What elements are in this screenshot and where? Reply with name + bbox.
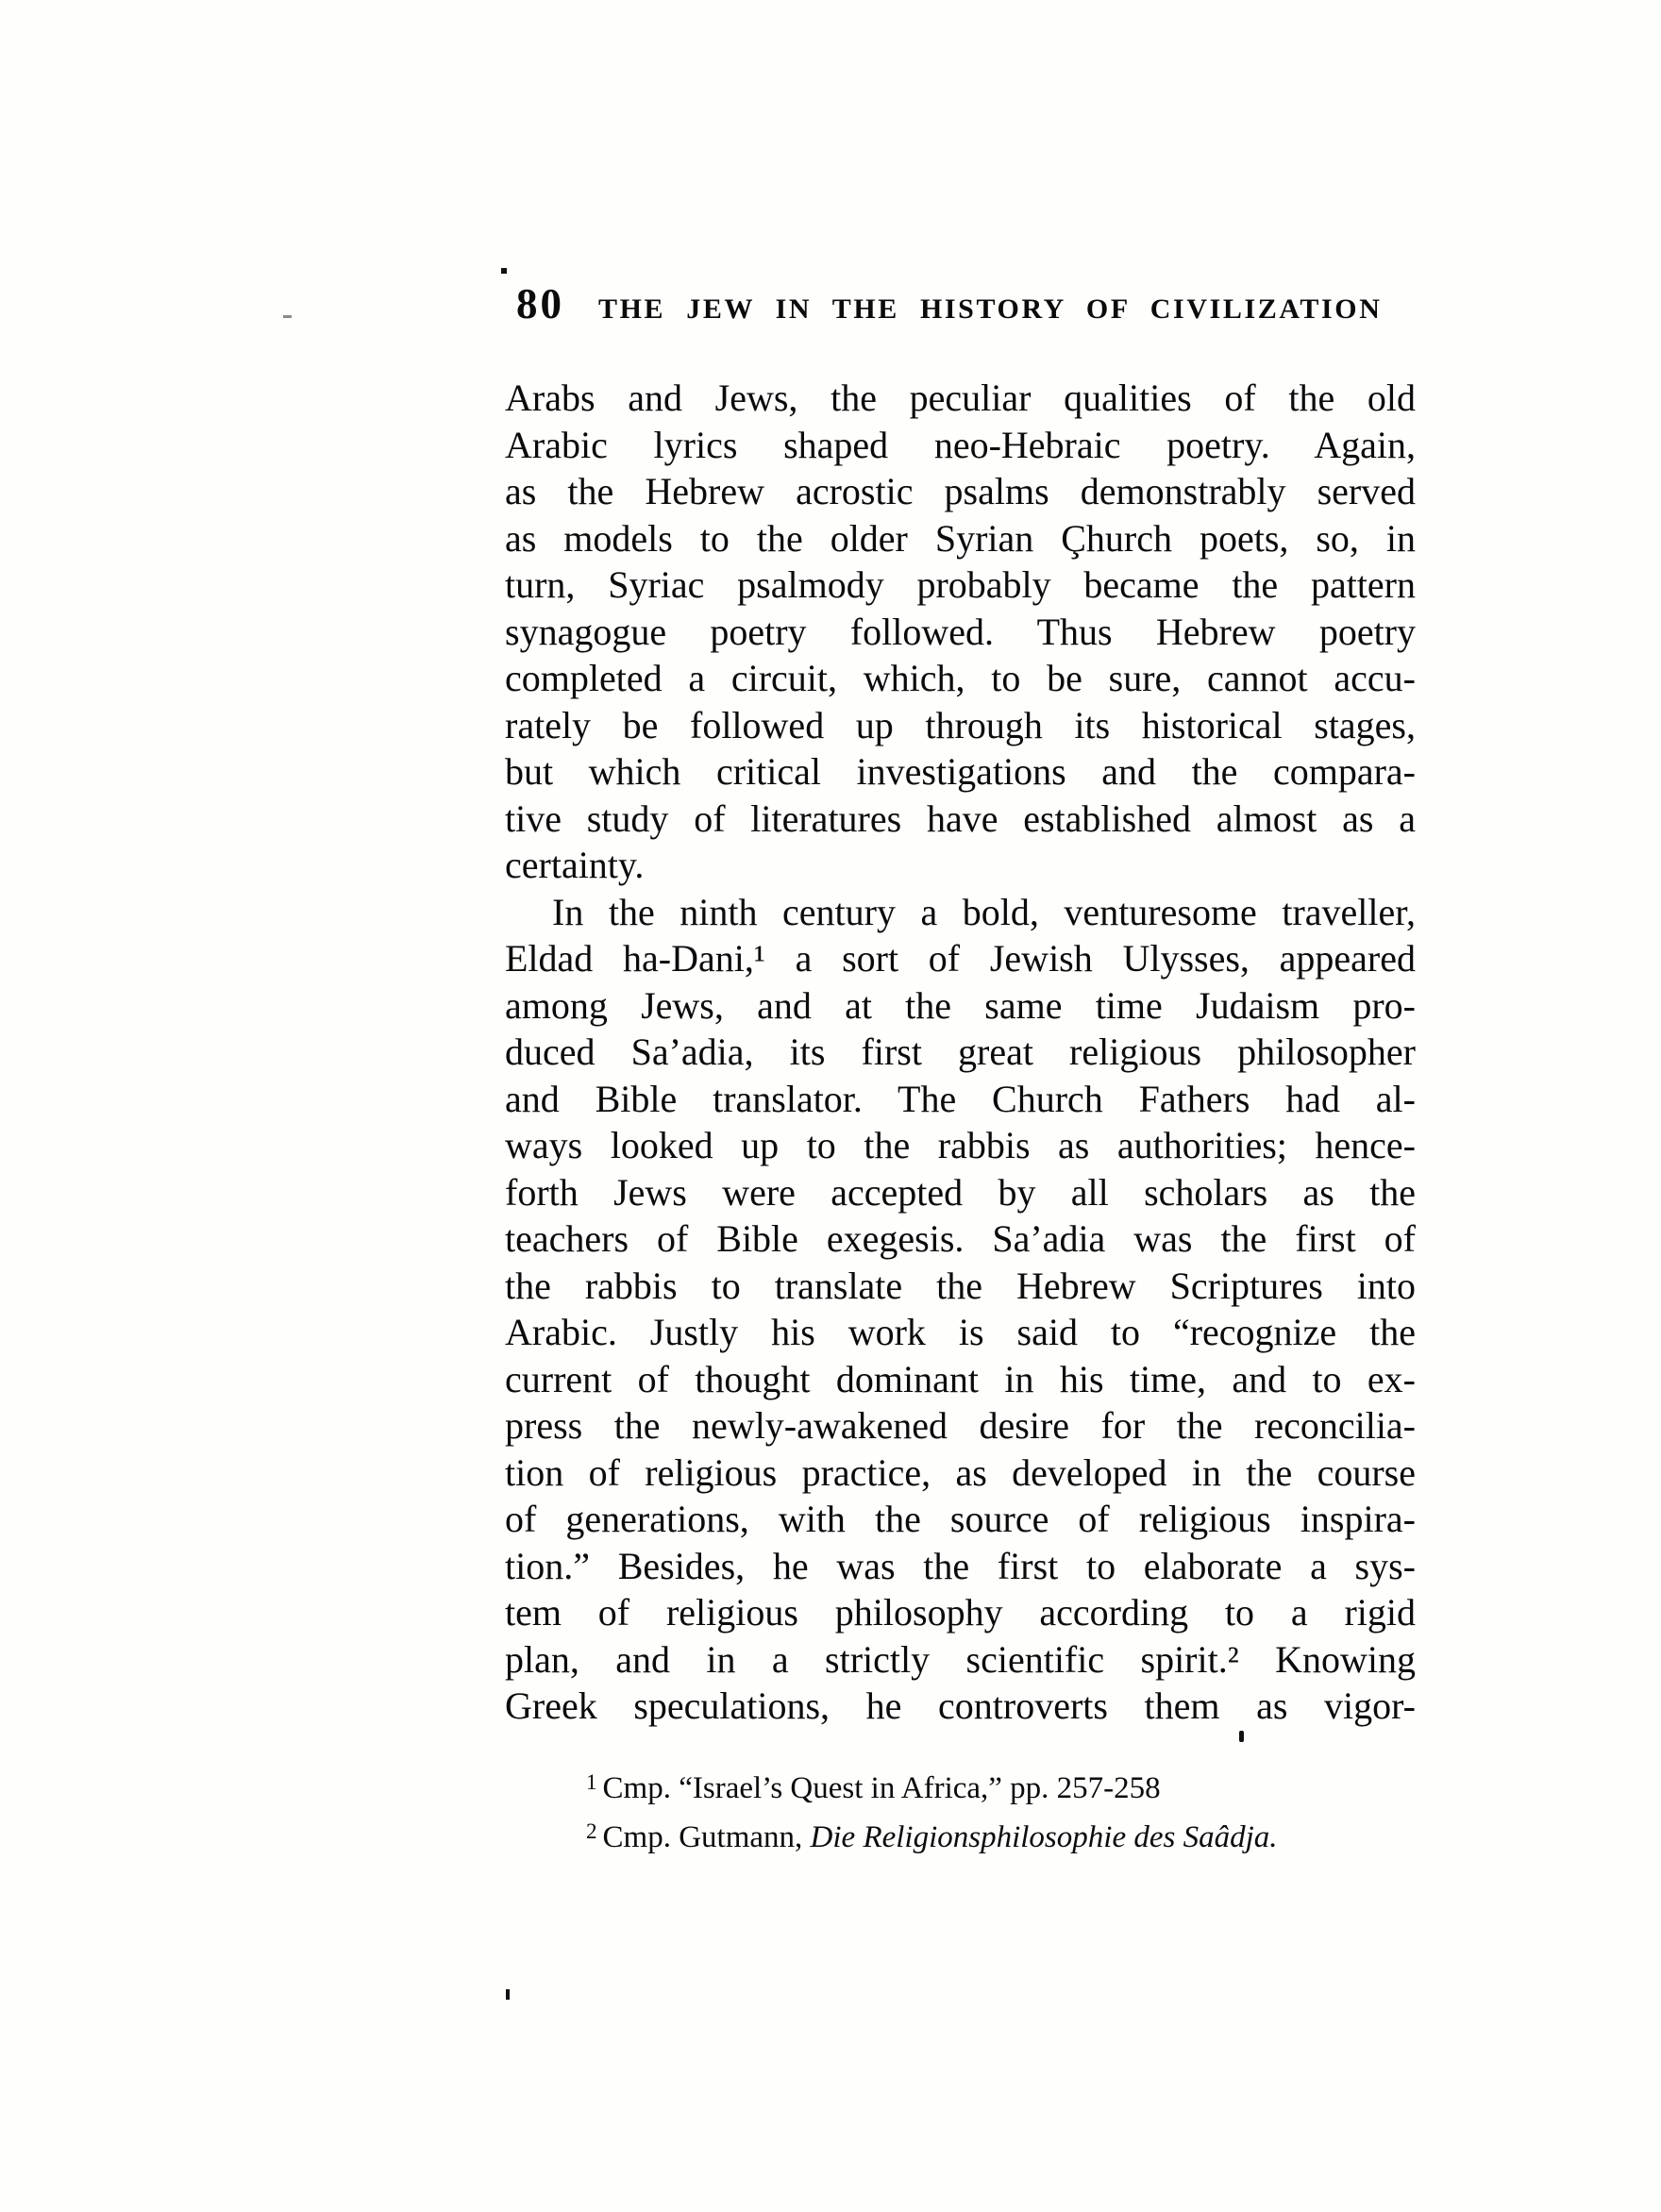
text-line: forth Jews were accepted by all scholars as the <box>505 1170 1416 1214</box>
text-line: Arabic. Justly his work is said to “recognize the <box>505 1311 1416 1353</box>
footnote-text: Cmp. Gutmann, <box>602 1820 811 1854</box>
text-line: current of thought dominant in his time, and to ex- <box>505 1357 1416 1400</box>
text-line: Arabic lyrics shaped neo-Hebraic poetry. Again, <box>505 423 1416 466</box>
text-line: completed a circuit, which, to be sure, cannot accu- <box>505 657 1416 699</box>
text-line: tive study of literatures have established almost as a <box>505 796 1416 840</box>
text-line: among Jews, and at the same time Judaism pro- <box>505 983 1416 1027</box>
text-line: ways looked up to the rabbis as authorities; hence- <box>505 1124 1416 1166</box>
text-line: synagogue poetry followed. Thus Hebrew poetry <box>505 610 1416 653</box>
text-line: as the Hebrew acrostic psalms demonstrably served <box>505 470 1416 512</box>
text-line: Greek speculations, he controverts them as vigor- <box>505 1684 1416 1727</box>
text-line: tem of religious philosophy according to a rigid <box>505 1591 1416 1634</box>
text-line: In the ninth century a bold, venturesome traveller, <box>552 890 1416 933</box>
scan-speck <box>1239 1731 1244 1742</box>
footnote-text: Cmp. “Israel’s Quest in Africa,” pp. 257-258 <box>602 1771 1161 1805</box>
footnote-marker: 2 <box>586 1818 597 1843</box>
scan-speck <box>501 268 507 274</box>
text-line: the rabbis to translate the Hebrew Scriptures into <box>505 1264 1416 1307</box>
footnote <box>505 1761 1416 1810</box>
footnote-title-italic: Die Religionsphilosophie des Saâdja. <box>810 1820 1278 1854</box>
scan-speck <box>283 315 292 318</box>
text-line: teachers of Bible exegesis. Sa’adia was the first of <box>505 1217 1416 1260</box>
text-line: certainty. <box>505 844 645 886</box>
text-line: of generations, with the source of religious inspira- <box>505 1498 1416 1540</box>
text-line: turn, Syriac psalmody probably became the pattern <box>505 563 1416 606</box>
running-head <box>516 279 1382 328</box>
running-title: THE JEW IN THE HISTORY OF CIVILIZATION <box>598 293 1383 325</box>
footnote-marker: 1 <box>586 1769 597 1794</box>
text-line: as models to the older Syrian Çhurch poets, so, in <box>505 516 1416 560</box>
text-line: tion of religious practice, as developed in the course <box>505 1450 1416 1494</box>
scan-speck <box>506 1989 510 2000</box>
text-line: Arabs and Jews, the peculiar qualities of the old <box>505 377 1416 419</box>
text-line: duced Sa’adia, its first great religious philosopher <box>505 1031 1416 1073</box>
body-text <box>505 375 1416 1730</box>
text-line: Eldad ha-Dani,¹ a sort of Jewish Ulysses, appeared <box>505 937 1416 980</box>
text-line: rately be followed up through its historical stages, <box>505 703 1416 746</box>
text-line: and Bible translator. The Church Fathers had al- <box>505 1077 1416 1120</box>
text-line: plan, and in a strictly scientific spirit.² Knowing <box>505 1637 1416 1681</box>
text-line: tion.” Besides, he was the first to elaborate a sys- <box>505 1544 1416 1587</box>
footnotes <box>505 1761 1416 1859</box>
footnote <box>505 1810 1416 1859</box>
page-number: 80 <box>516 280 564 327</box>
text-line: press the newly-awakened desire for the reconcilia- <box>505 1404 1416 1447</box>
text-line: but which critical investigations and the compara- <box>505 750 1416 793</box>
